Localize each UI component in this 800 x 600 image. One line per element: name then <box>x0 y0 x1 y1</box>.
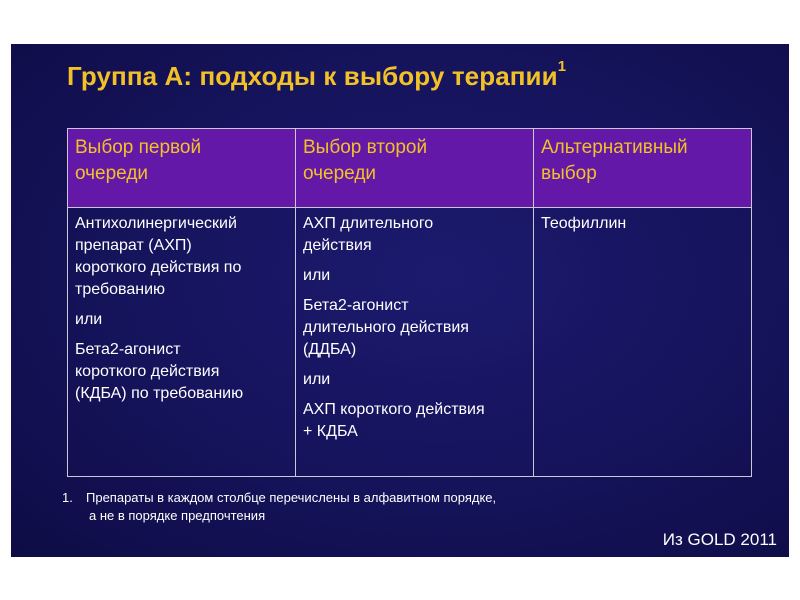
slide <box>11 44 789 557</box>
or-label: или <box>75 311 103 328</box>
text-block <box>75 213 288 301</box>
text-line: препарат (АХП) <box>75 237 192 254</box>
header-line: очереди <box>75 163 149 184</box>
text-line: действия <box>303 237 372 254</box>
text-line: Теофиллин <box>541 215 627 232</box>
footnote-number: 1. <box>62 490 73 505</box>
text-line: требованию <box>75 281 165 298</box>
text-line: + КДБА <box>303 423 358 440</box>
text-block <box>303 213 526 257</box>
footnote-line <box>62 489 496 507</box>
header-alternative-choice <box>534 129 752 208</box>
text-line: Бета2-агонист <box>75 341 181 358</box>
text-block <box>303 399 526 443</box>
text-line: Бета2-агонист <box>303 297 409 314</box>
text-line: короткого действия по <box>75 259 242 276</box>
text-line: АХП длительного <box>303 215 434 232</box>
header-line: очереди <box>303 163 377 184</box>
cell-alternative-choice <box>534 208 752 477</box>
header-line: Выбор первой <box>75 137 202 158</box>
text-block <box>75 339 288 405</box>
therapy-table <box>67 128 752 477</box>
cell-second-choice <box>296 208 534 477</box>
header-second-choice <box>296 129 534 208</box>
header-line: Альтернативный <box>541 137 688 158</box>
header-line: выбор <box>541 163 597 184</box>
text-line: короткого действия <box>75 363 220 380</box>
slide-title <box>67 58 567 92</box>
text-line: АХП короткого действия <box>303 401 485 418</box>
title-footnote-mark: 1 <box>557 58 567 75</box>
table-row <box>68 208 752 477</box>
header-line: Выбор второй <box>303 137 428 158</box>
text-line: Антихолинергический <box>75 215 237 232</box>
footnote <box>62 489 496 525</box>
or-label: или <box>303 267 331 284</box>
source-label: Из GOLD 2011 <box>662 530 777 549</box>
text-block <box>303 295 526 361</box>
text-line: (КДБА) по требованию <box>75 385 244 402</box>
header-first-choice <box>68 129 296 208</box>
cell-first-choice <box>68 208 296 477</box>
text-line: длительного действия <box>303 319 469 336</box>
or-label: или <box>303 371 331 388</box>
footnote-line: а не в порядке предпочтения <box>89 508 266 523</box>
footnote-text: Препараты в каждом столбце перечислены в алфавитном порядке, <box>86 490 497 505</box>
text-line: (ДДБА) <box>303 341 357 358</box>
slide-title-text: Группа А: подходы к выбору терапии <box>67 61 558 91</box>
table-header-row <box>68 129 752 208</box>
